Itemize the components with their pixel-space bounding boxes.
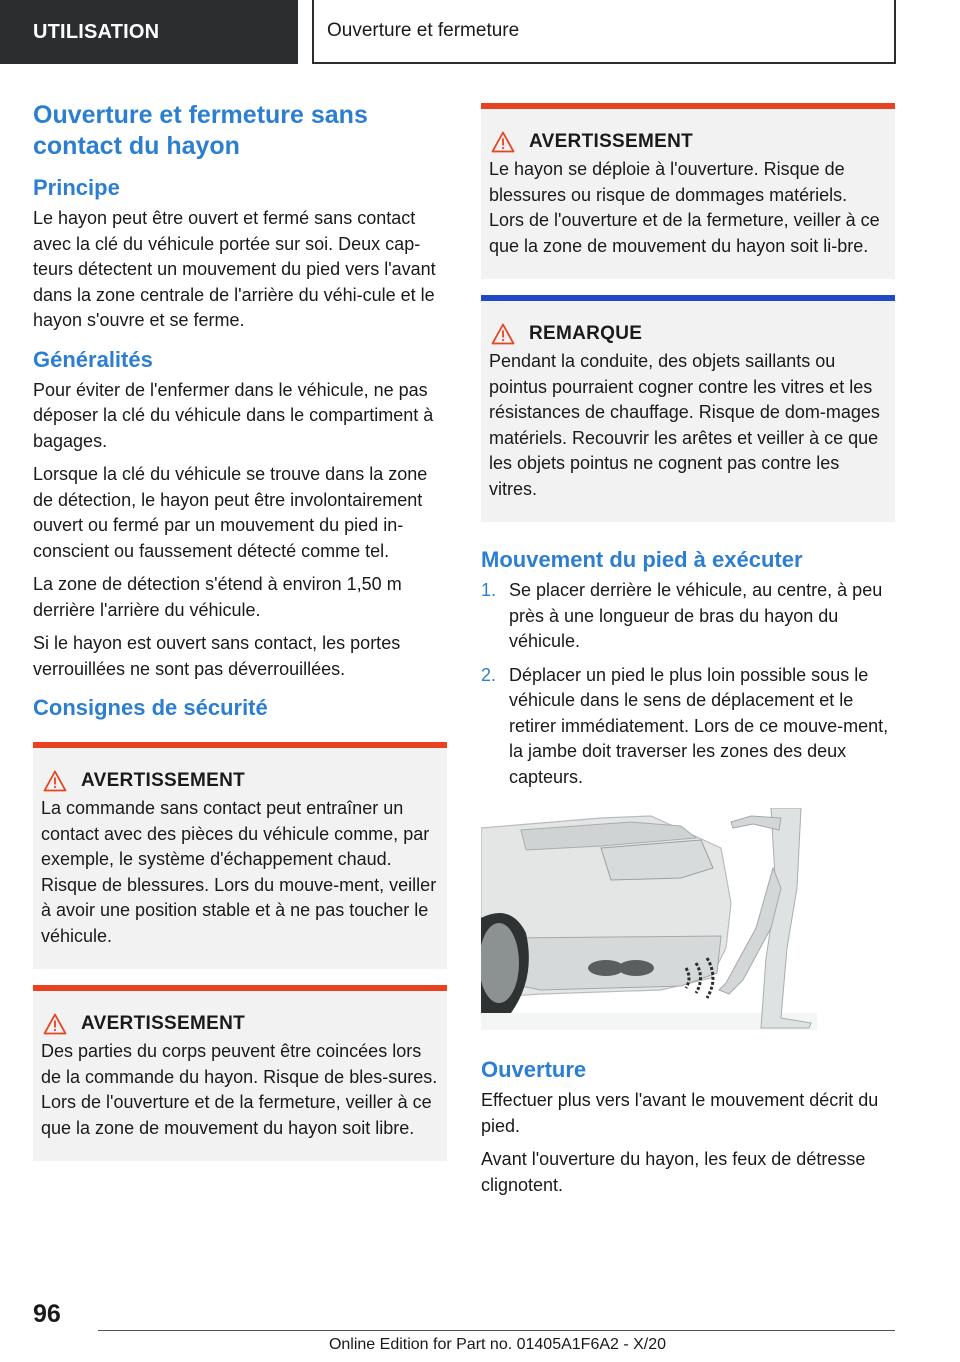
header-section-label: UTILISATION [0, 0, 298, 64]
note-text: Pendant la conduite, des objets saillants ou pointus pourraient cogner contre les vitres et les résistances de chauffage. Risque de dom-mages matériels. Recouvrir les arêtes et veiller à ce que les objets pointus ne cognent pas contre les vitres. [489, 351, 880, 499]
warning-box [481, 103, 895, 279]
paragraph-generalites-4: Si le hayon est ouvert sans contact, les portes verrouillées ne sont pas déverrouillées. [33, 633, 401, 679]
warning-text: Le hayon se déploie à l'ouverture. Risque de blessures ou risque de dommages matériels. Lors de l'ouverture et de la fermeture, veiller à ce que la zone de mouvement du hayon soit li-bre. [489, 159, 880, 256]
list-item [481, 663, 895, 791]
foot-gesture-illustration [481, 808, 817, 1030]
left-column [33, 100, 447, 1177]
page-number: 96 [33, 1300, 61, 1328]
step-number: 2. [481, 664, 497, 685]
warning-text: La commande sans contact peut entraîner un contact avec des pièces du véhicule comme, par exemple, le système d'échappement chaud. Risque de blessures. Lors du mouve-ment, veiller à avoir une position stable et à ne pas toucher le véhicule. [41, 798, 437, 946]
heading-generalites: Généralités [33, 346, 153, 372]
section-generalites [33, 346, 447, 683]
warning-title: AVERTISSEMENT [81, 770, 246, 791]
paragraph-ouverture-1: Effectuer plus vers l'avant le mouvement décrit du pied. [481, 1090, 879, 1136]
warning-box-header [41, 770, 439, 792]
heading-ouverture: Ouverture [481, 1057, 587, 1082]
warning-box [33, 985, 447, 1161]
list-item [481, 578, 895, 655]
step-text: Se placer derrière le véhicule, au centre, à peu près à une longueur de bras du hayon du véhicule. [509, 580, 883, 651]
paragraph-generalites-3: La zone de détection s'étend à environ 1,50 m derrière l'arrière du véhicule. [33, 574, 402, 620]
warning-box [33, 742, 447, 969]
paragraph-generalites-2: Lorsque la clé du véhicule se trouve dans la zone de détection, le hayon peut être involontairement ouvert ou fermé par un mouvement du pied in-conscient ou faussement détecté comme tel. [33, 464, 428, 561]
footer-edition: Online Edition for Part no. 01405A1F6A2 - X/20 [328, 1336, 667, 1353]
right-column [481, 103, 895, 1206]
warning-triangle-icon [491, 323, 515, 345]
paragraph-ouverture-2: Avant l'ouverture du hayon, les feux de détresse clignotent. [481, 1149, 866, 1195]
warning-box-header [41, 1013, 439, 1035]
heading-mouvement: Mouvement du pied à exécuter [481, 547, 803, 572]
header-chapter-label: Ouverture et fermeture [312, 0, 896, 64]
footer-divider [98, 1330, 895, 1331]
heading-principe: Principe [33, 175, 120, 200]
note-title: REMARQUE [529, 323, 643, 344]
section-principe [33, 174, 447, 334]
warning-triangle-icon [491, 131, 515, 153]
warning-triangle-icon [43, 1013, 67, 1035]
step-number: 1. [481, 580, 497, 600]
step-text: Déplacer un pied le plus loin possible sous le véhicule dans le sens de déplacement et le retirer immédiatement. Lors de ce mouve-ment, la jambe doit traverser les zones des deux capteurs. [509, 664, 889, 787]
paragraph-generalites-1: Pour éviter de l'enfermer dans le véhicule, ne pas déposer la clé du véhicule dans le compartiment à bagages. [33, 379, 434, 451]
warning-title: AVERTISSEMENT [81, 1013, 246, 1034]
heading-consignes: Consignes de sécurité [33, 695, 268, 720]
warning-text: Des parties du corps peuvent être coincées lors de la commande du hayon. Risque de bles-sures. Lors de l'ouverture et de la fermeture, veiller à ce que la zone de mouvement du hayon soit libre. [41, 1041, 438, 1138]
warning-triangle-icon [43, 770, 67, 792]
page-title: Ouverture et fermeture sans contact du hayon [33, 101, 368, 160]
paragraph-principe: Le hayon peut être ouvert et fermé sans contact avec la clé du véhicule portée sur soi. Deux cap-teurs détectent un mouvement du pied vers l'avant dans la zone centrale de l'arrière du véhi-cule et le hayon s'ouvre et se ferme. [33, 208, 436, 330]
note-box-header [489, 323, 887, 345]
steps-list [481, 578, 895, 790]
warning-box-header [489, 131, 887, 153]
warning-title: AVERTISSEMENT [529, 131, 694, 152]
note-box [481, 295, 895, 522]
